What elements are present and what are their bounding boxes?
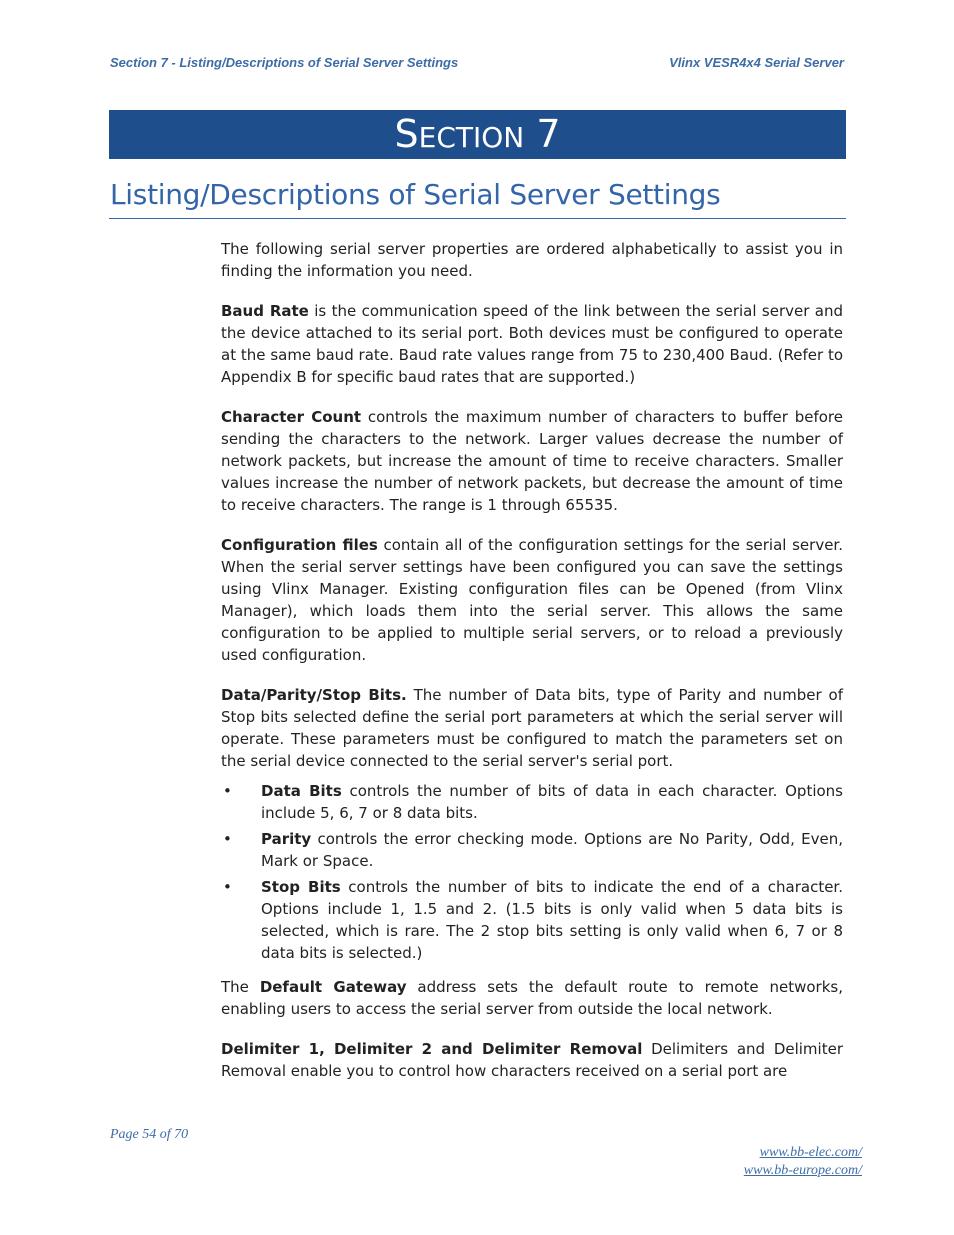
paragraph-character-count xyxy=(221,406,843,516)
bullet-list xyxy=(221,780,843,964)
page-title: Listing/Descriptions of Serial Server Settings xyxy=(110,178,721,211)
paragraph-baud-rate xyxy=(221,300,843,388)
body-text xyxy=(221,238,843,1100)
list-item xyxy=(221,780,843,824)
definition: controls the number of bits to indicate the end of a character. Options include 1, 1.5 and 2. (1.5 bits is only valid when 5 data bits is selected, which is rare. The 2 stop bits setting is only valid when 6, 7 or 8 data bits is selected.) xyxy=(261,878,843,962)
lead-in: The xyxy=(221,978,260,996)
term: Configuration files xyxy=(221,536,378,554)
bullet-icon: • xyxy=(223,830,232,848)
term: Character Count xyxy=(221,408,362,426)
list-item xyxy=(221,828,843,872)
definition: Delimiters and Delimiter Removal enable you to control how characters received on a serial port are xyxy=(221,1040,843,1080)
paragraph-default-gateway xyxy=(221,976,843,1020)
term: Data Bits xyxy=(261,782,342,800)
page-number: Page 54 of 70 xyxy=(110,1127,189,1142)
definition: is the communication speed of the link between the serial server and the device attached to its serial port. Both devices must be configured to operate at the same baud rate. Baud rate values range from 75 to 230,400 Baud. (Refer to Appendix B for specific baud rates that are supported.) xyxy=(221,302,843,386)
definition: controls the number of bits of data in each character. Options include 5, 6, 7 or 8 data bits. xyxy=(261,782,843,822)
paragraph-delimiter xyxy=(221,1038,843,1082)
running-header-left: Section 7 - Listing/Descriptions of Serial Server Settings xyxy=(110,55,459,70)
footer-links xyxy=(744,1144,862,1180)
definition: controls the maximum number of characters to buffer before sending the characters to the network. Larger values decrease the number of network packets, but increase the amount of time to receive characters. Smaller values increase the number of network packets, but decrease the amount of time to receive characters. The range is 1 through 65535. xyxy=(221,408,843,514)
banner-number xyxy=(524,110,560,159)
term: Baud Rate xyxy=(221,302,309,320)
link-bb-elec[interactable]: www.bb-elec.com/ xyxy=(759,1145,862,1160)
bullet-icon: • xyxy=(223,782,232,800)
term: Parity xyxy=(261,830,312,848)
paragraph-configuration-files xyxy=(221,534,843,666)
bullet-icon: • xyxy=(223,878,232,896)
banner-number-text: 7 xyxy=(536,112,561,156)
link-bb-europe[interactable]: www.bb-europe.com/ xyxy=(743,1163,862,1178)
term: Default Gateway xyxy=(259,978,407,996)
definition: contain all of the configuration settings for the serial server. When the serial server settings have been configured you can save the settings using Vlinx Manager. Existing configuration files can be Opened (from Vlinx Manager), which loads them into the serial server. This allows the same configuration to be applied to multiple serial servers, or to reload a previously used configuration. xyxy=(221,536,843,664)
intro-paragraph: The following serial server properties are ordered alphabetically to assist you in finding the information you need. xyxy=(221,240,843,280)
banner-rest: ECTION xyxy=(418,121,525,154)
term: Stop Bits xyxy=(261,878,341,896)
title-underline xyxy=(109,218,846,219)
definition: address sets the default route to remote networks, enabling users to access the serial server from outside the local network. xyxy=(221,978,843,1018)
term: Delimiter 1, Delimiter 2 and Delimiter Removal xyxy=(221,1040,643,1058)
banner-initial: S xyxy=(394,112,419,156)
term: Data/Parity/Stop Bits. xyxy=(221,686,407,704)
running-header-right: Vlinx VESR4x4 Serial Server xyxy=(669,55,844,70)
definition: The number of Data bits, type of Parity and number of Stop bits selected define the serial port parameters at which the serial server will operate. These parameters must be configured to match the parameters set on the serial device connected to the serial server's serial port. xyxy=(221,686,843,770)
definition: controls the error checking mode. Options are No Parity, Odd, Even, Mark or Space. xyxy=(261,830,843,870)
section-banner xyxy=(109,110,846,159)
list-item xyxy=(221,876,843,964)
paragraph-data-parity-stop xyxy=(221,684,843,772)
